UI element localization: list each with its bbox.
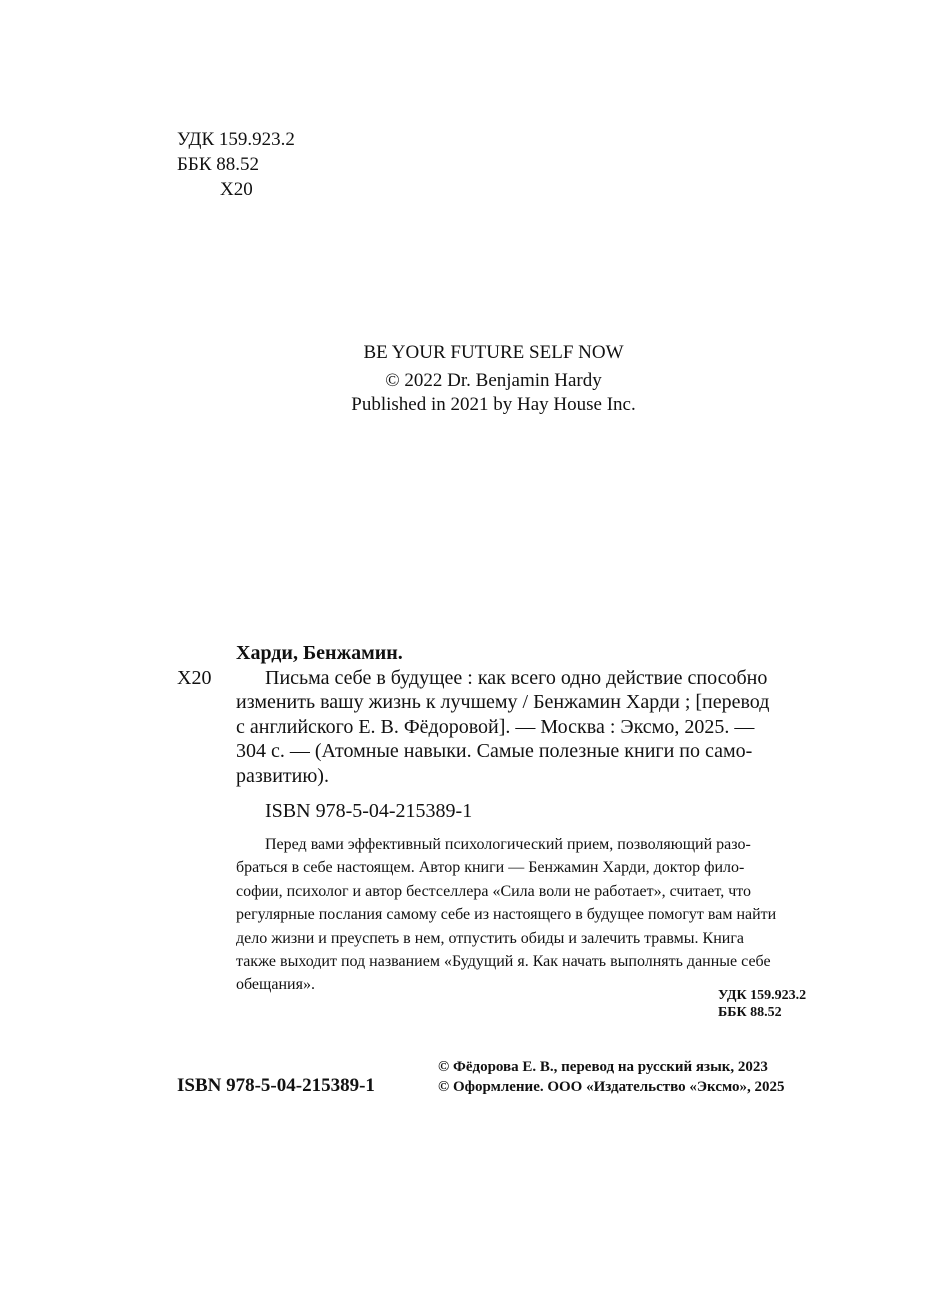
annotation-line: обещания». bbox=[236, 976, 315, 993]
copyright-translation: © Фёдорова Е. В., перевод на русский язык, 2023 bbox=[438, 1059, 768, 1075]
catalog-udk-code: УДК 159.923.2 bbox=[718, 988, 807, 1003]
annotation-line: браться в себе настоящем. Автор книги — Бенжамин Харди, доктор фило- bbox=[236, 859, 745, 876]
annotation-line: дело жизни и преуспеть в нем, отпустить обиды и залечить травмы. Книга bbox=[236, 930, 745, 947]
catalog-author-heading: Харди, Бенжамин. bbox=[236, 642, 403, 664]
copyright-design: © Оформление. ООО «Издательство «Эксмо», 2025 bbox=[438, 1079, 785, 1095]
footer-isbn: ISBN 978-5-04-215389-1 bbox=[177, 1075, 375, 1096]
udk-code: УДК 159.923.2 bbox=[177, 129, 295, 150]
annotation-line: софии, психолог и автор бестселлера «Сила воли не работает», считает, что bbox=[236, 883, 752, 900]
original-publisher: Published in 2021 by Hay House Inc. bbox=[351, 394, 636, 415]
original-title: BE YOUR FUTURE SELF NOW bbox=[363, 342, 624, 363]
annotation-line: также выходит под названием «Будущий я. Как начать выполнять данные себе bbox=[236, 953, 771, 970]
annotation-line: регулярные послания самому себе из настоящего в будущее помогут вам найти bbox=[236, 906, 777, 923]
catalog-author-sign: Х20 bbox=[177, 667, 212, 689]
catalog-isbn: ISBN 978-5-04-215389-1 bbox=[265, 800, 473, 822]
catalog-description-line: 304 с. — (Атомные навыки. Самые полезные книги по само- bbox=[236, 740, 753, 762]
annotation-line: Перед вами эффективный психологический прием, позволяющий разо- bbox=[265, 836, 751, 853]
catalog-description-line: с английского Е. В. Фёдоровой]. — Москва : Эксмо, 2025. — bbox=[236, 716, 755, 738]
catalog-description-line: Письма себе в будущее : как всего одно действие способно bbox=[265, 667, 768, 689]
author-sign: Х20 bbox=[220, 179, 253, 200]
original-copyright: © 2022 Dr. Benjamin Hardy bbox=[385, 370, 602, 391]
catalog-description-line: изменить вашу жизнь к лучшему / Бенжамин Харди ; [перевод bbox=[236, 691, 770, 713]
catalog-bbk-code: ББК 88.52 bbox=[718, 1005, 782, 1020]
catalog-description-line: развитию). bbox=[236, 765, 329, 787]
bbk-code: ББК 88.52 bbox=[177, 154, 259, 175]
